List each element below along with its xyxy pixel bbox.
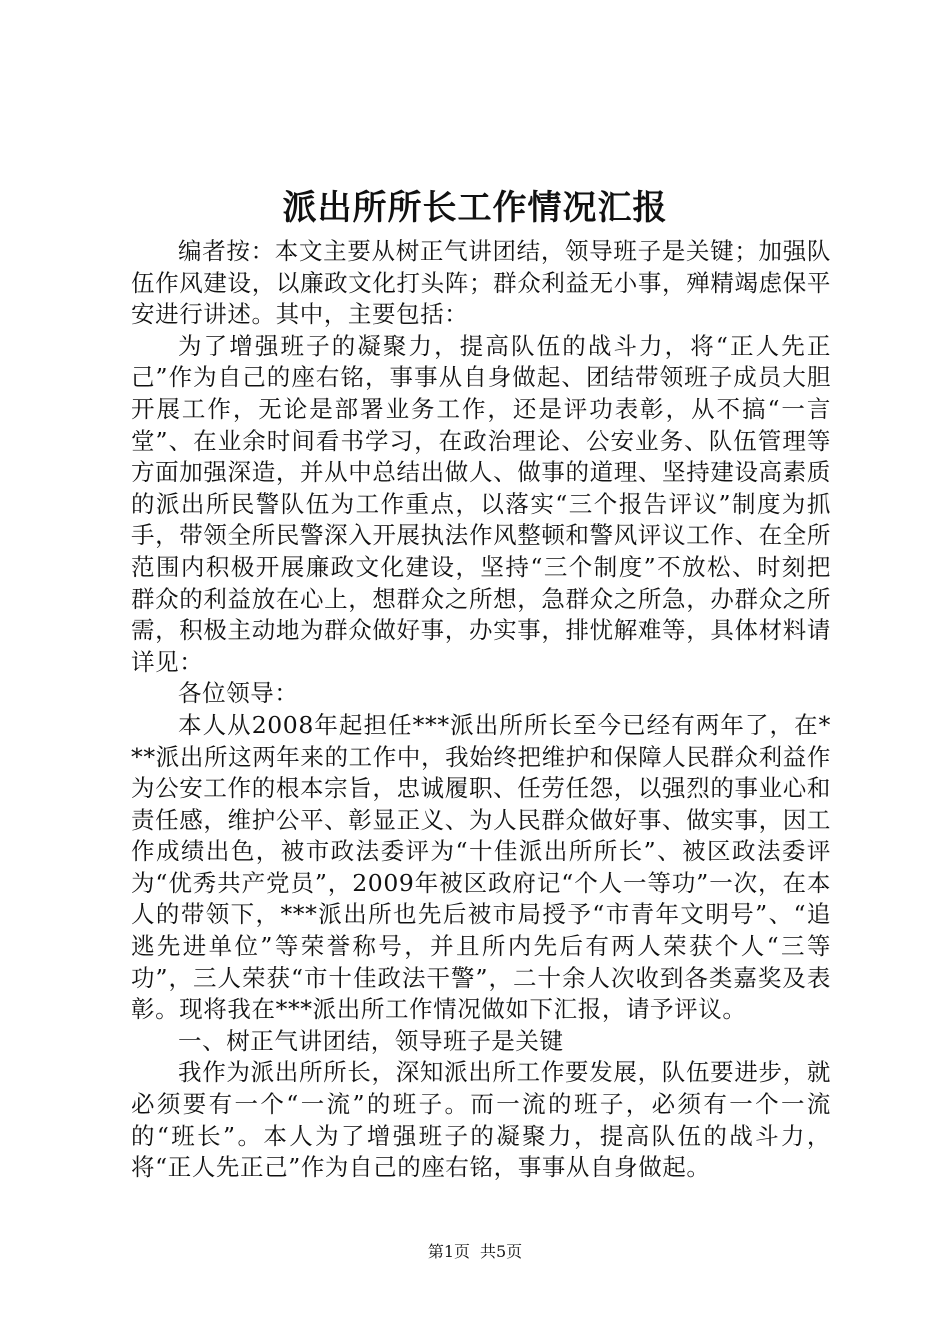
introduction-paragraph: 本人从2008年起担任***派出所所长至今已经有两年了，在***派出所这两年来的工作中，我始终把维护和保障人民群众利益作为公安工作的根本宗旨，忠诚履职、任劳任怨，以强烈的事业心和责任感，维护公平、彰显正义、为人民群众做好事、做实事，因工作成绩出色，被市政法委评为“十佳派出所所长”、被区政法委评为“优秀共产党员”，2009年被区政府记“个人一等功”一次，在本人的带领下，***派出所也先后被市局授予“市青年文明号”、“追逃先进单位”等荣誉称号，并且所内先后有两人荣获个人“三等功”，三人荣获“市十佳政法干警”，二十余人次收到各类嘉奖及表彰。现将我在***派出所工作情况做如下汇报，请予评议。 [131,710,831,1024]
section-heading: 一、树正气讲团结，领导班子是关键 [178,1026,564,1055]
summary-paragraph: 为了增强班子的凝聚力，提高队伍的战斗力，将“正人先正己”作为自己的座右铭，事事从自身做起、团结带领班子成员大胆开展工作，无论是部署业务工作，还是评功表彰，从不搞“一言堂”、在业余时间看书学习，在政治理论、公安业务、队伍管理等方面加强深造，并从中总结出做人、做事的道理、坚持建设高素质的派出所民警队伍为工作重点，以落实“三个报告评议”制度为抓手，带领全所民警深入开展执法作风整顿和警风评议工作、在全所范围内积极开展廉政文化建设，坚持“三个制度”不放松、时刻把群众的利益放在心上，想群众之所想，急群众之所急，办群众之所需，积极主动地为群众做好事，办实事，排忧解难等，具体材料请详见： [131,331,831,676]
section-paragraph: 我作为派出所所长，深知派出所工作要发展，队伍要进步，就必须要有一个“一流”的班子。而一流的班子，必须有一个一流的“班长”。本人为了增强班子的凝聚力，提高队伍的战斗力，将“正人先正己”作为自己的座右铭，事事从自身做起。 [131,1058,831,1182]
salutation-paragraph: 各位领导： [178,679,299,708]
page-footer [0,1240,950,1264]
document-body [131,236,831,1184]
document-title: 派出所所长工作情况汇报 [282,188,668,228]
page-number: 第1页 [427,1242,470,1261]
page-total: 共5页 [480,1242,523,1261]
editor-note-paragraph: 编者按：本文主要从树正气讲团结，领导班子是关键；加强队伍作风建设，以廉政文化打头阵；群众利益无小事，殚精竭虑保平安进行讲述。其中，主要包括： [131,237,831,329]
